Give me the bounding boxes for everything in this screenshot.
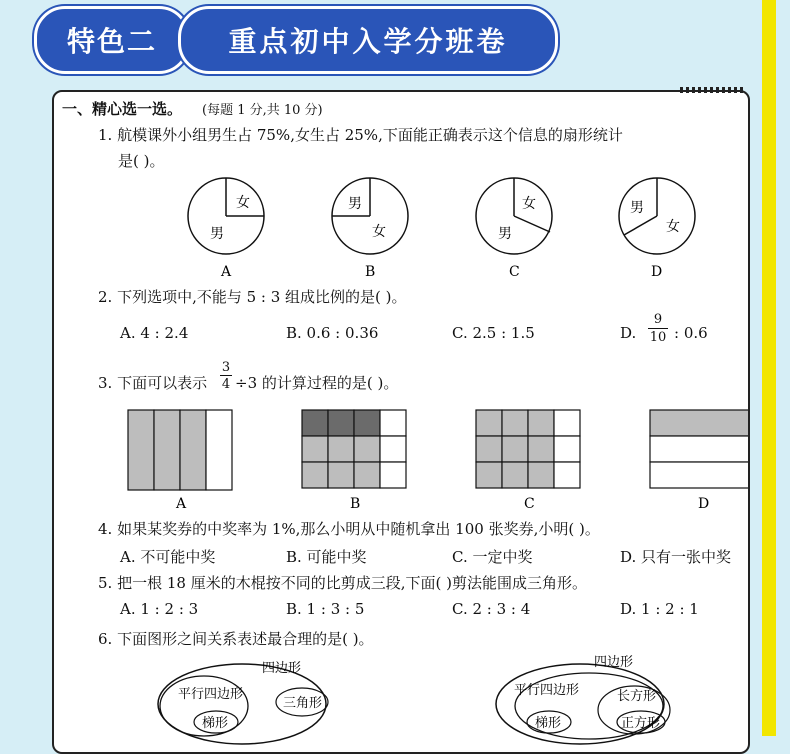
q3-option-a: A: [176, 496, 187, 512]
badge-right-label: 重点初中入学分班卷: [228, 25, 508, 58]
q2-option-d-numerator: 9: [648, 312, 668, 329]
q5-text: 5. 把一根 18 厘米的木棍按不同的比剪成三段,下面( )剪法能围成三角形。: [98, 574, 587, 592]
pie-d-boy: 男: [630, 200, 644, 216]
q1-option-c: C: [509, 264, 520, 280]
badge-left-label: 特色二: [66, 25, 157, 58]
q3-text-suffix: ÷3 的计算过程的是( )。: [235, 374, 399, 392]
right-inner-label: 平行四边形: [514, 683, 580, 698]
pie-c-girl: 女: [522, 196, 536, 212]
q1-option-b: B: [365, 264, 376, 280]
pie-b-boy: 男: [348, 196, 362, 212]
q5-option-a: A. 1 : 2 : 3: [120, 600, 199, 618]
pie-b-girl: 女: [372, 224, 386, 240]
side-stripe: [762, 0, 776, 736]
q3-option-c: C: [524, 496, 535, 512]
exam-title-badge: [178, 6, 558, 74]
pie-a-boy: 男: [210, 226, 224, 242]
q3-option-d: D: [698, 496, 710, 512]
pie-a-girl: 女: [236, 195, 250, 211]
q6-venn-diagrams: [54, 654, 748, 754]
q4-option-b: B. 可能中奖: [286, 548, 367, 566]
q4-text: 4. 如果某奖券的中奖率为 1%,那么小明从中随机拿出 100 张奖券,小明( )。: [98, 520, 600, 538]
paper-tab-decoration: [680, 87, 746, 93]
q6-text: 6. 下面图形之间关系表述最合理的是( )。: [98, 630, 374, 648]
exam-paper: [52, 90, 750, 754]
q4-option-d: D. 只有一张中奖: [620, 548, 732, 566]
q1-option-a: A: [221, 264, 232, 280]
q3-fraction-denominator: 4: [221, 377, 231, 392]
q2-text: 2. 下列选项中,不能与 5 : 3 组成比例的是( )。: [98, 288, 407, 306]
q2-option-b: B. 0.6 : 0.36: [286, 324, 379, 342]
q3-fraction-numerator: 3: [221, 360, 231, 375]
q5-option-c: C. 2 : 3 : 4: [452, 600, 531, 618]
q4-option-a: A. 不可能中奖: [120, 548, 216, 566]
q3-text-prefix: 3. 下面可以表示: [98, 374, 208, 392]
right-square-label: 正方形: [621, 716, 661, 731]
q5-option-b: B. 1 : 3 : 5: [286, 600, 365, 618]
q1-option-d: D: [651, 264, 663, 280]
q2-option-a: A. 4 : 2.4: [120, 324, 189, 342]
q2-option-d-suffix: : 0.6: [674, 324, 708, 342]
left-inner-label: 平行四边形: [178, 687, 244, 702]
right-rect-label: 长方形: [617, 689, 657, 704]
section-badge: [34, 6, 190, 74]
right-trap-label: 梯形: [535, 716, 562, 731]
q3-grid-figures: [54, 406, 748, 512]
q1-text-line1: 1. 航模课外小组男生占 75%,女生占 25%,下面能正确表示这个信息的扇形统计: [98, 126, 623, 144]
q1-pie-charts: [54, 176, 748, 286]
q2-option-d-prefix: D.: [620, 324, 637, 342]
q5-option-d: D. 1 : 2 : 1: [620, 600, 699, 618]
q2-option-c: C. 2.5 : 1.5: [452, 324, 535, 342]
left-trap-label: 梯形: [202, 716, 229, 731]
q1-text-line2: 是( )。: [118, 152, 165, 170]
q4-option-c: C. 一定中奖: [452, 548, 533, 566]
left-outer-label: 四边形: [262, 661, 302, 676]
right-outer-label: 四边形: [594, 655, 634, 670]
section-title: 一、精心选一选。: [62, 100, 183, 118]
q3-option-b: B: [350, 496, 361, 512]
pie-c-boy: 男: [498, 226, 512, 242]
q2-option-d-denominator: 10: [649, 330, 667, 345]
right-outer-ellipse: [496, 664, 664, 744]
pie-d-girl: 女: [666, 219, 680, 235]
left-tri-label: 三角形: [283, 696, 323, 711]
section-note: (每题 1 分,共 10 分): [202, 103, 323, 118]
